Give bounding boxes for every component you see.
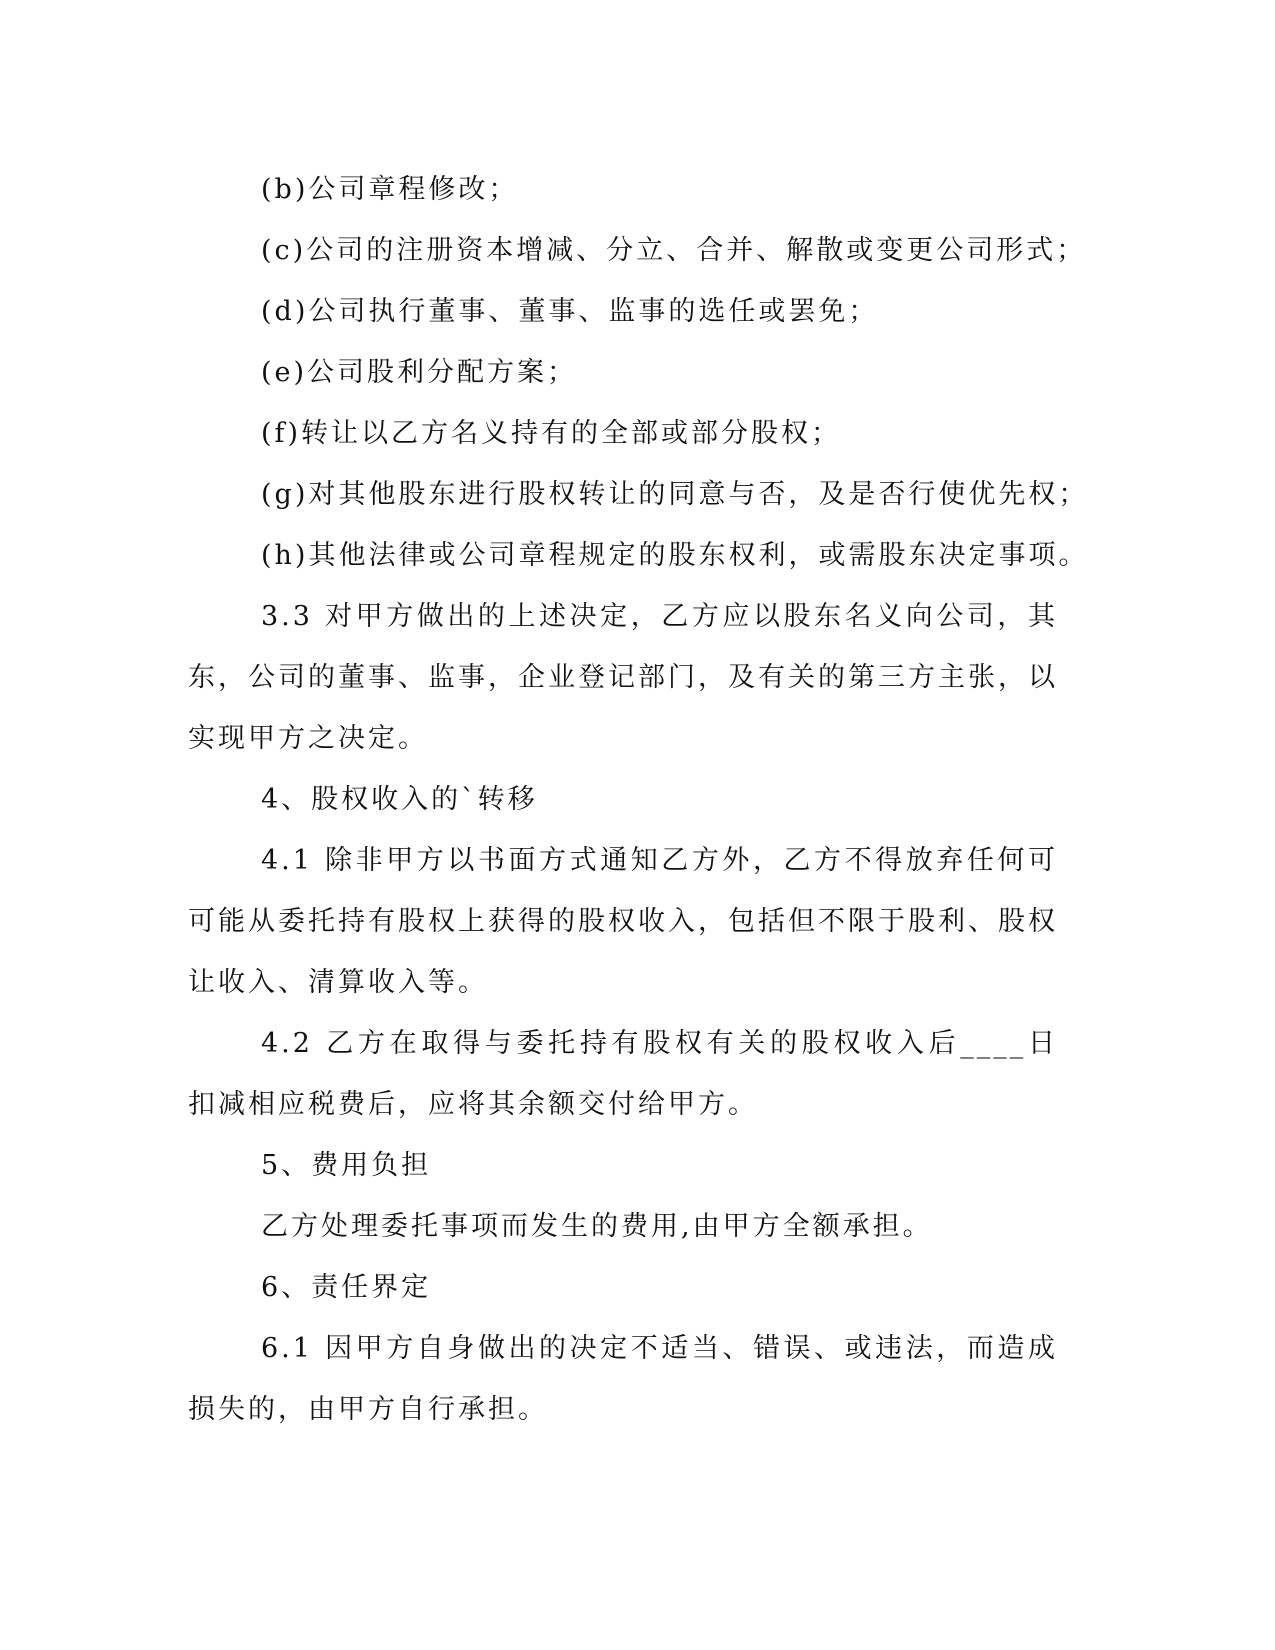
document-body (188, 159, 1089, 1440)
clause-3-3-line-3: 实现甲方之决定。 (188, 723, 428, 754)
clause-4-1-line-2: 可能从委托持有股权上获得的股权收入，包括但不限于股利、股权 (188, 906, 1058, 937)
clause-item-e: (e)公司股利分配方案； (261, 357, 578, 388)
clause-item-c: (c)公司的注册资本增减、分立、合并、解散或变更公司形式； (261, 235, 1087, 266)
clause-3-3-line-2: 东，公司的董事、监事，企业登记部门，及有关的第三方主张，以 (188, 662, 1058, 693)
section-4-heading: 4、股权收入的`转移 (261, 784, 538, 815)
clause-3-3-line-1: 3.3 对甲方做出的上述决定，乙方应以股东名义向公司，其 (261, 601, 1058, 632)
clause-item-g: (g)对其他股东进行股权转让的同意与否，及是否行使优先权； (261, 479, 1089, 510)
clause-item-f: (f)转让以乙方名义持有的全部或部分股权； (261, 418, 842, 449)
section-5-body: 乙方处理委托事项而发生的费用,由甲方全额承担。 (261, 1211, 933, 1242)
clause-4-1-line-3: 让收入、清算收入等。 (188, 967, 488, 998)
section-6-heading: 6、责任界定 (261, 1272, 432, 1303)
clause-item-b: (b)公司章程修改； (261, 174, 519, 205)
clause-item-h: (h)其他法律或公司章程规定的股东权利，或需股东决定事项。 (261, 540, 1089, 571)
clause-4-2-line-2: 扣减相应税费后，应将其余额交付给甲方。 (188, 1089, 758, 1120)
clause-4-2-line-1: 4.2 乙方在取得与委托持有股权有关的股权收入后____日 (261, 1028, 1058, 1059)
clause-6-1-line-1: 6.1 因甲方自身做出的决定不适当、错误、或违法，而造成 (261, 1333, 1058, 1364)
section-5-heading: 5、费用负担 (261, 1150, 432, 1181)
clause-6-1-line-2: 损失的，由甲方自行承担。 (188, 1394, 548, 1425)
clause-4-1-line-1: 4.1 除非甲方以书面方式通知乙方外，乙方不得放弃任何可 (261, 845, 1058, 876)
clause-item-d: (d)公司执行董事、董事、监事的选任或罢免； (261, 296, 879, 327)
